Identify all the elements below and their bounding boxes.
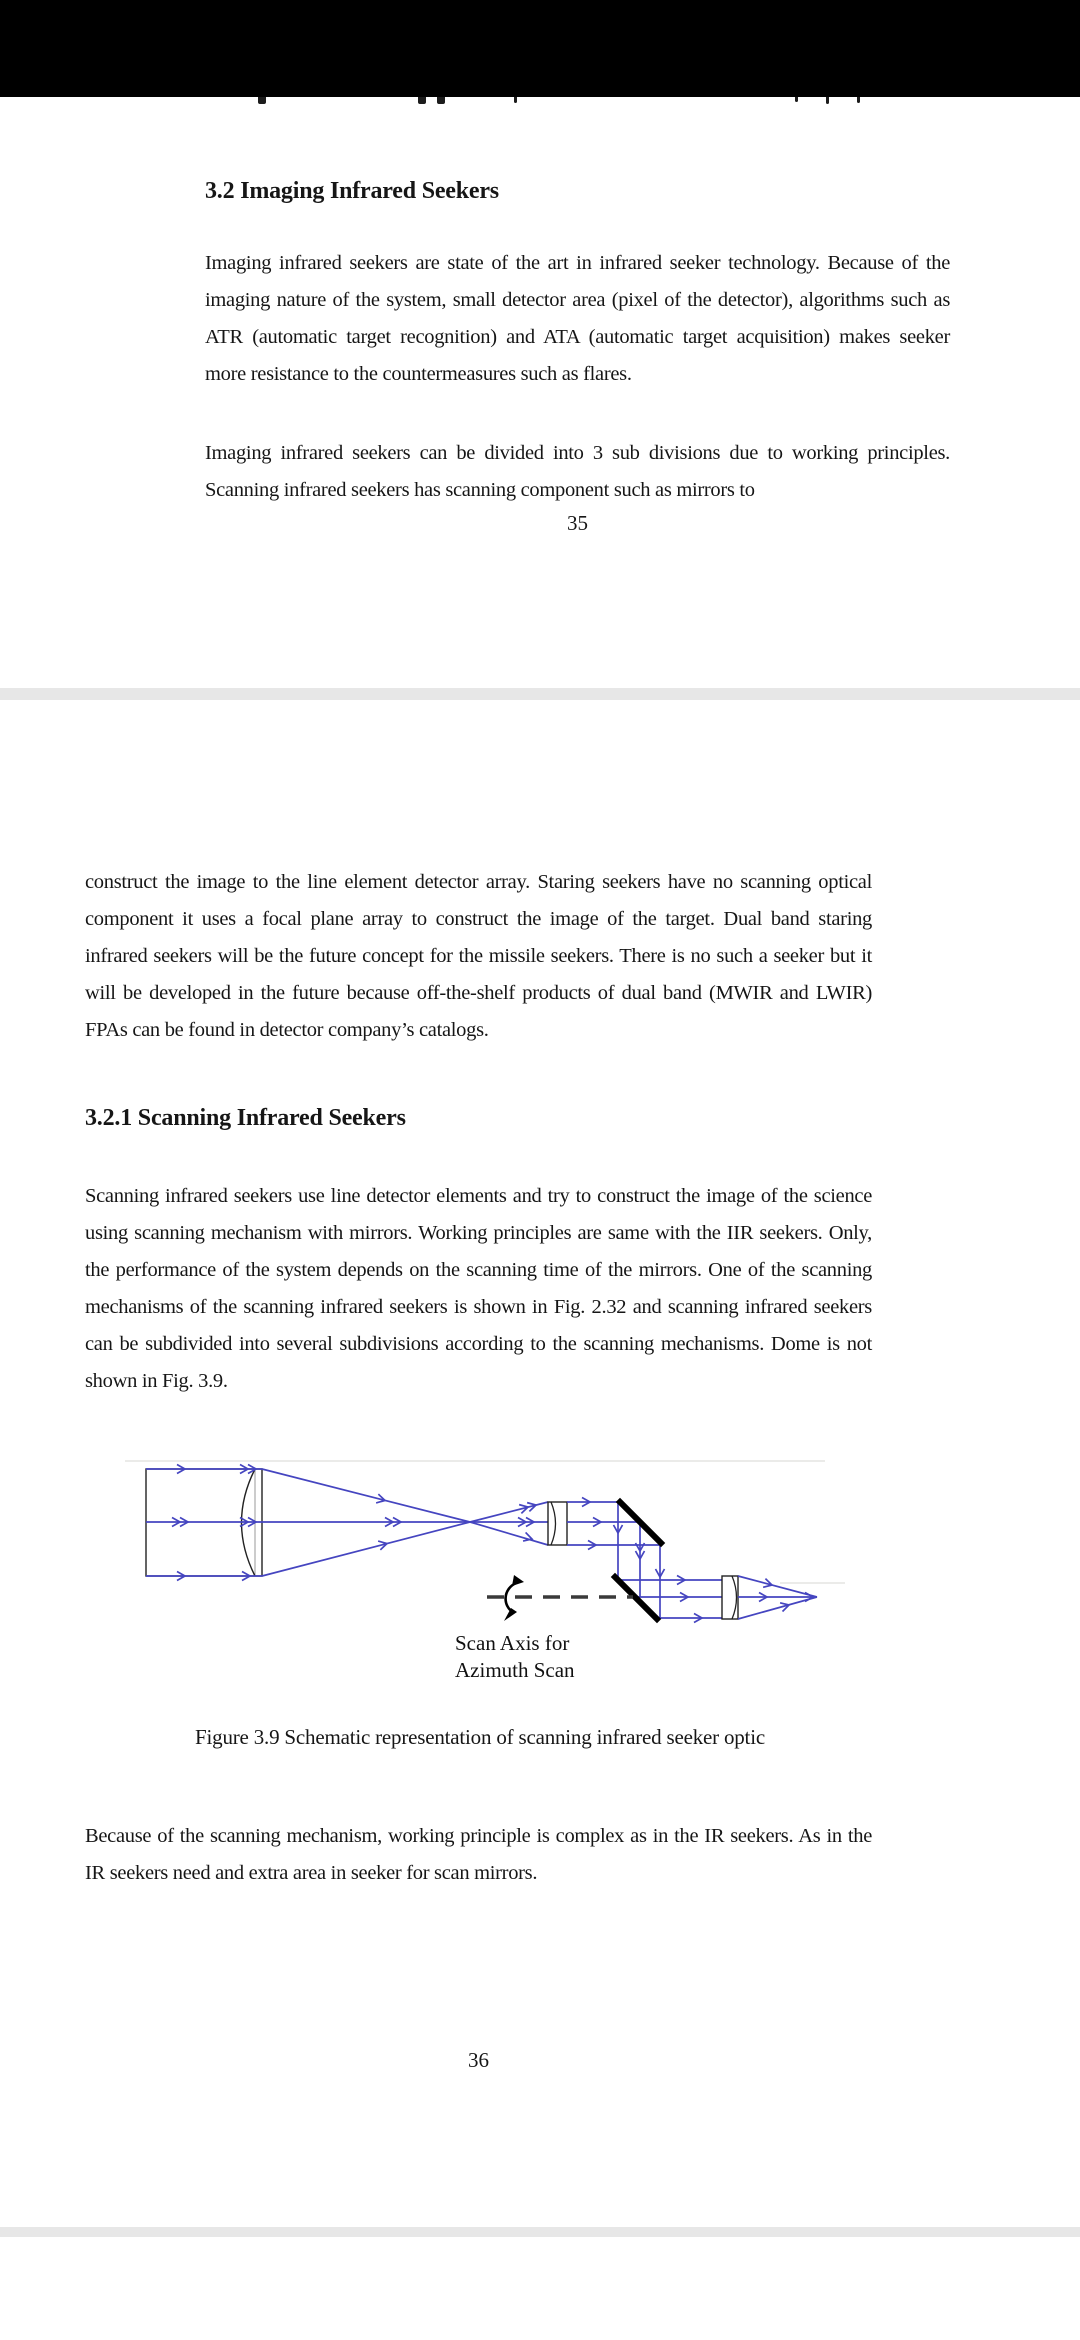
scan-axis-label-line1: Scan Axis for xyxy=(455,1631,570,1655)
page-number-35: 35 xyxy=(567,511,588,535)
converging-rays xyxy=(262,1469,548,1576)
paragraph: Imaging infrared seekers can be divided into 3 sub divisions due to working principles. Scanning infrared seekers has scanning component such as mirrors to xyxy=(205,441,950,501)
ray-direction-arrows xyxy=(172,1465,813,1623)
scanning-seeker-optic-diagram xyxy=(85,1455,845,1690)
figure-3-9-schematic xyxy=(85,1455,845,1690)
fold-mirror-2 xyxy=(615,1577,657,1619)
paragraph: Because of the scanning mechanism, working principle is complex as in the IR seekers. As in the IR seekers need and extra area in seeker for scan mirrors. xyxy=(85,1824,872,1884)
scan-axis-label-line2: Azimuth Scan xyxy=(455,1658,575,1682)
exit-lens-assembly xyxy=(722,1576,738,1619)
top-black-bar xyxy=(0,0,1080,97)
folded-ray-bundle xyxy=(567,1502,722,1618)
relay-lens-assembly xyxy=(548,1502,567,1545)
paragraph: Scanning infrared seekers use line detector elements and try to construct the image of the science using scanning mechanism with mirrors. Working principles are same with the IIR seekers. Only, the performance of the system depends on the scanning time of the mirrors. One of the scanning mechanisms of the scanning infrared seekers is shown in Fig. 2.32 and scanning infrared seekers can be subdivided into several subdivisions according to the scanning mechanisms. Dome is not shown in Fig. 3.9. xyxy=(85,1184,872,1392)
section-heading-3-2-1: 3.2.1 Scanning Infrared Seekers xyxy=(85,1104,406,1131)
page-divider xyxy=(0,2227,1080,2237)
incoming-rays xyxy=(146,1469,262,1576)
section-heading-3-2: 3.2 Imaging Infrared Seekers xyxy=(205,177,499,204)
figure-caption: Figure 3.9 Schematic representation of scanning infrared seeker optic xyxy=(195,1725,765,1749)
page-divider xyxy=(0,688,1080,700)
paragraph: construct the image to the line element detector array. Staring seekers have no scanning optical component it uses a focal plane array to construct the image of the target. Dual band staring infrared seekers will be the future concept for the missile seekers. There is no such a seeker but it will be developed in the future because off-the-shelf products of dual band (MWIR and LWIR) FPAs can be found in detector company’s catalogs. xyxy=(85,870,872,1041)
page-number-36: 36 xyxy=(468,2048,489,2072)
paragraph: Imaging infrared seekers are state of the art in infrared seeker technology. Because of the imaging nature of the system, small detector area (pixel of the detector), algorithms such as ATR (automatic target recognition) and ATA (automatic target acquisition) makes seeker more resistance to the countermeasures such as flares. xyxy=(205,251,950,385)
